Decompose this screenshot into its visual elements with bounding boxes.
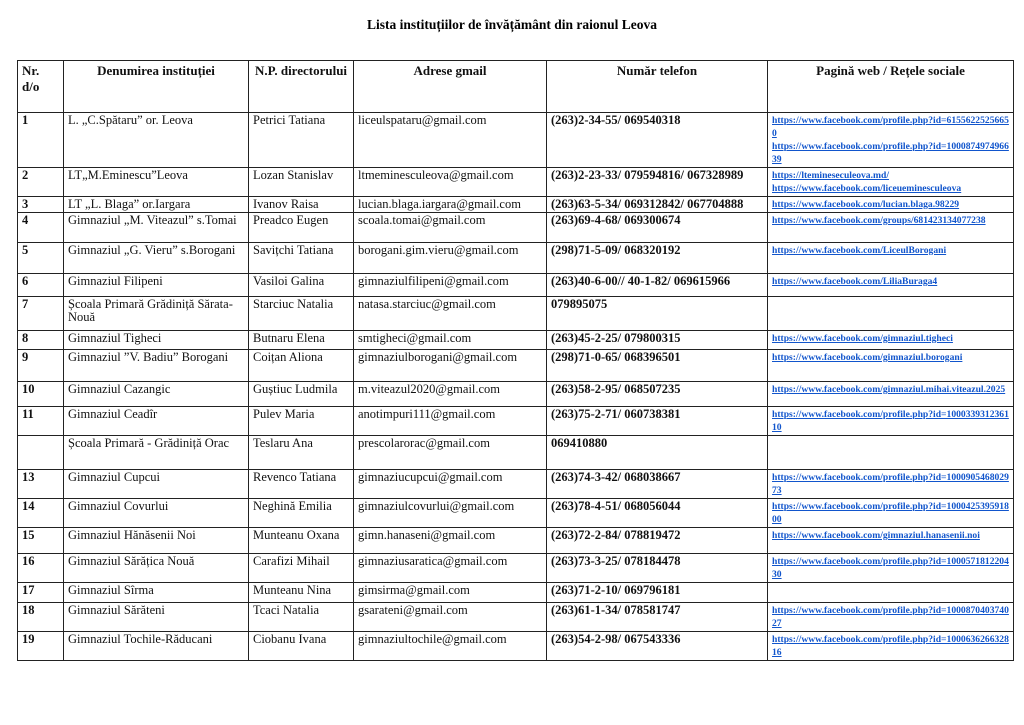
director-name: Munteanu Nina <box>249 583 354 603</box>
table-row <box>18 583 1014 603</box>
email-address: gimnaziultochile@gmail.com <box>354 632 547 661</box>
director-name: Vasiloi Galina <box>249 274 354 297</box>
social-link[interactable]: https://www.facebook.com/profile.php?id=100057181220430 <box>772 556 1009 580</box>
institution-name: Gimnaziul Hănăsenii Noi <box>64 528 249 554</box>
email-address: gimnaziulcovurlui@gmail.com <box>354 499 547 528</box>
phone-number: (298)71-5-09/ 068320192 <box>547 243 768 274</box>
social-link[interactable]: https://www.facebook.com/LiceulBorogani <box>772 245 947 256</box>
email-address: lucian.blaga.iargara@gmail.com <box>354 197 547 213</box>
institution-name: Gimnaziul Tochile-Răducani <box>64 632 249 661</box>
web-links-cell <box>768 331 1014 350</box>
director-name: Starciuc Natalia <box>249 297 354 331</box>
table-row <box>18 632 1014 661</box>
social-link[interactable]: https://www.facebook.com/liceueminesculeova <box>772 183 962 194</box>
web-links-cell <box>768 632 1014 661</box>
row-number: 2 <box>18 168 64 197</box>
row-number: 9 <box>18 350 64 382</box>
table-row <box>18 436 1014 470</box>
institution-name: Gimnaziul Tigheci <box>64 331 249 350</box>
row-number: 11 <box>18 407 64 436</box>
social-link[interactable]: https://www.facebook.com/gimnaziul.borogani <box>772 352 963 363</box>
email-address: liceulspataru@gmail.com <box>354 113 547 168</box>
phone-number: (263)45-2-25/ 079800315 <box>547 331 768 350</box>
phone-number: (263)72-2-84/ 078819472 <box>547 528 768 554</box>
table-row <box>18 331 1014 350</box>
phone-number: (263)63-5-34/ 069312842/ 067704888 <box>547 197 768 213</box>
institution-name: Școala Primară Grădiniță Sărata- Nouă <box>64 297 249 331</box>
table-row <box>18 554 1014 583</box>
phone-number: (263)69-4-68/ 069300674 <box>547 213 768 243</box>
director-name: Tcaci Natalia <box>249 603 354 632</box>
row-number: 4 <box>18 213 64 243</box>
social-link[interactable]: https://www.facebook.com/profile.php?id=100033931236110 <box>772 409 1009 433</box>
table-row <box>18 168 1014 197</box>
social-link[interactable]: https://www.facebook.com/profile.php?id=100087040374027 <box>772 605 1009 629</box>
email-address: gsarateni@gmail.com <box>354 603 547 632</box>
director-name: Ivanov Raisa <box>249 197 354 213</box>
table-row <box>18 243 1014 274</box>
email-address: m.viteazul2020@gmail.com <box>354 382 547 407</box>
table-row <box>18 274 1014 297</box>
table-row <box>18 603 1014 632</box>
table-row <box>18 197 1014 213</box>
row-number: 3 <box>18 197 64 213</box>
phone-number: (263)61-1-34/ 078581747 <box>547 603 768 632</box>
web-links-cell <box>768 554 1014 583</box>
header-phone: Număr telefon <box>547 61 768 113</box>
table-row <box>18 407 1014 436</box>
email-address: natasa.starciuc@gmail.com <box>354 297 547 331</box>
table-row <box>18 499 1014 528</box>
row-number: 6 <box>18 274 64 297</box>
director-name: Pulev Maria <box>249 407 354 436</box>
institution-name: L. „C.Spătaru” or. Leova <box>64 113 249 168</box>
row-number: 19 <box>18 632 64 661</box>
row-number <box>18 436 64 470</box>
row-number: 5 <box>18 243 64 274</box>
social-link[interactable]: https://ltemineseculeova.md/ <box>772 170 889 181</box>
web-links-cell <box>768 382 1014 407</box>
social-link[interactable]: https://www.facebook.com/profile.php?id=100042539591800 <box>772 501 1009 525</box>
row-number: 13 <box>18 470 64 499</box>
table-row <box>18 470 1014 499</box>
web-links-cell <box>768 243 1014 274</box>
social-link[interactable]: https://www.facebook.com/groups/681423134077238 <box>772 215 986 226</box>
web-links-cell <box>768 603 1014 632</box>
institution-name: Gimnaziul Covurlui <box>64 499 249 528</box>
header-name: Denumirea instituției <box>64 61 249 113</box>
phone-number: (263)75-2-71/ 060738381 <box>547 407 768 436</box>
phone-number: (263)58-2-95/ 068507235 <box>547 382 768 407</box>
social-link[interactable]: https://www.facebook.com/profile.php?id=100063626632816 <box>772 634 1009 658</box>
director-name: Revenco Tatiana <box>249 470 354 499</box>
row-number: 15 <box>18 528 64 554</box>
web-links-cell <box>768 168 1014 197</box>
institution-name: Gimnaziul „M. Viteazul” s.Tomai <box>64 213 249 243</box>
row-number: 16 <box>18 554 64 583</box>
email-address: scoala.tomai@gmail.com <box>354 213 547 243</box>
web-links-cell <box>768 274 1014 297</box>
web-links-cell <box>768 197 1014 213</box>
table-row <box>18 297 1014 331</box>
email-address: gimn.hanaseni@gmail.com <box>354 528 547 554</box>
table-row <box>18 113 1014 168</box>
institution-name: LT „L. Blaga” or.Iargara <box>64 197 249 213</box>
phone-number: (263)74-3-42/ 068038667 <box>547 470 768 499</box>
web-links-cell <box>768 213 1014 243</box>
header-email: Adrese gmail <box>354 61 547 113</box>
phone-number: 069410880 <box>547 436 768 470</box>
director-name: Lozan Stanislav <box>249 168 354 197</box>
web-links-cell <box>768 583 1014 603</box>
director-name: Munteanu Oxana <box>249 528 354 554</box>
phone-number: (298)71-0-65/ 068396501 <box>547 350 768 382</box>
social-link[interactable]: https://www.facebook.com/gimnaziul.hanasenii.noi <box>772 530 980 541</box>
phone-number: (263)54-2-98/ 067543336 <box>547 632 768 661</box>
web-links-cell <box>768 407 1014 436</box>
document-title: Lista instituțiilor de învățământ din raionul Leova <box>366 17 658 32</box>
row-number: 8 <box>18 331 64 350</box>
institution-name: Gimnaziul Filipeni <box>64 274 249 297</box>
phone-number: (263)73-3-25/ 078184478 <box>547 554 768 583</box>
director-name: Teslaru Ana <box>249 436 354 470</box>
director-name: Neghină Emilia <box>249 499 354 528</box>
web-links-cell <box>768 499 1014 528</box>
table-row <box>18 382 1014 407</box>
director-name: Petrici Tatiana <box>249 113 354 168</box>
email-address: borogani.gim.vieru@gmail.com <box>354 243 547 274</box>
web-links-cell <box>768 470 1014 499</box>
institution-name: Gimnaziul Cazangic <box>64 382 249 407</box>
email-address: gimsirma@gmail.com <box>354 583 547 603</box>
phone-number: (263)2-23-33/ 079594816/ 067328989 <box>547 168 768 197</box>
phone-number: 079895075 <box>547 297 768 331</box>
social-link[interactable]: https://www.facebook.com/gimnaziul.mihai.viteazul.2025 <box>772 384 1006 395</box>
email-address: smtigheci@gmail.com <box>354 331 547 350</box>
row-number: 17 <box>18 583 64 603</box>
director-name: Butnaru Elena <box>249 331 354 350</box>
header-director: N.P. directorului <box>249 61 354 113</box>
institutions-table <box>17 60 1014 661</box>
director-name: Preadco Eugen <box>249 213 354 243</box>
row-number: 1 <box>18 113 64 168</box>
social-link[interactable]: https://www.facebook.com/lucian.blaga.98229 <box>772 199 960 210</box>
email-address: ltmeminesculeova@gmail.com <box>354 168 547 197</box>
table-row <box>18 213 1014 243</box>
director-name: Ciobanu Ivana <box>249 632 354 661</box>
web-links-cell <box>768 528 1014 554</box>
institution-name: Gimnaziul Ceadîr <box>64 407 249 436</box>
web-links-cell <box>768 436 1014 470</box>
header-nr: Nr. d/o <box>18 61 64 113</box>
institution-name: Gimnaziul „G. Vieru” s.Borogani <box>64 243 249 274</box>
social-link[interactable]: https://www.facebook.com/gimnaziul.tigheci <box>772 333 953 344</box>
table-header-row <box>18 61 1014 113</box>
institution-name: Gimnaziul ”V. Badiu” Borogani <box>64 350 249 382</box>
institution-name: LT„M.Eminescu”Leova <box>64 168 249 197</box>
social-link[interactable]: https://www.facebook.com/profile.php?id=61556225256650 <box>772 115 1009 139</box>
web-links-cell <box>768 297 1014 331</box>
web-links-cell <box>768 113 1014 168</box>
institution-name: Gimnaziul Sărățica Nouă <box>64 554 249 583</box>
social-link[interactable]: https://www.facebook.com/profile.php?id=100090546802973 <box>772 472 1009 496</box>
email-address: prescolarorac@gmail.com <box>354 436 547 470</box>
table-body <box>18 113 1014 661</box>
institution-name: Gimnaziul Cupcui <box>64 470 249 499</box>
director-name: Coițan Aliona <box>249 350 354 382</box>
phone-number: (263)71-2-10/ 069796181 <box>547 583 768 603</box>
director-name: Guștiuc Ludmila <box>249 382 354 407</box>
row-number: 7 <box>18 297 64 331</box>
email-address: gimnaziulfilipeni@gmail.com <box>354 274 547 297</box>
email-address: gimnaziusaratica@gmail.com <box>354 554 547 583</box>
row-number: 18 <box>18 603 64 632</box>
social-link[interactable]: https://www.facebook.com/profile.php?id=100087497496639 <box>772 141 1009 165</box>
email-address: gimnaziucupcui@gmail.com <box>354 470 547 499</box>
institution-name: Gimnaziul Sărăteni <box>64 603 249 632</box>
table-row <box>18 528 1014 554</box>
institution-name: Școala Primară - Grădiniță Orac <box>64 436 249 470</box>
social-link[interactable]: https://www.facebook.com/LiliaBuraga4 <box>772 276 938 287</box>
email-address: gimnaziulborogani@gmail.com <box>354 350 547 382</box>
web-links-cell <box>768 350 1014 382</box>
director-name: Savițchi Tatiana <box>249 243 354 274</box>
row-number: 10 <box>18 382 64 407</box>
row-number: 14 <box>18 499 64 528</box>
phone-number: (263)78-4-51/ 068056044 <box>547 499 768 528</box>
table-row <box>18 350 1014 382</box>
director-name: Carafizi Mihail <box>249 554 354 583</box>
phone-number: (263)2-34-55/ 069540318 <box>547 113 768 168</box>
institution-name: Gimnaziul Sîrma <box>64 583 249 603</box>
phone-number: (263)40-6-00// 40-1-82/ 069615966 <box>547 274 768 297</box>
email-address: anotimpuri111@gmail.com <box>354 407 547 436</box>
header-web: Pagină web / Rețele sociale <box>768 61 1014 113</box>
